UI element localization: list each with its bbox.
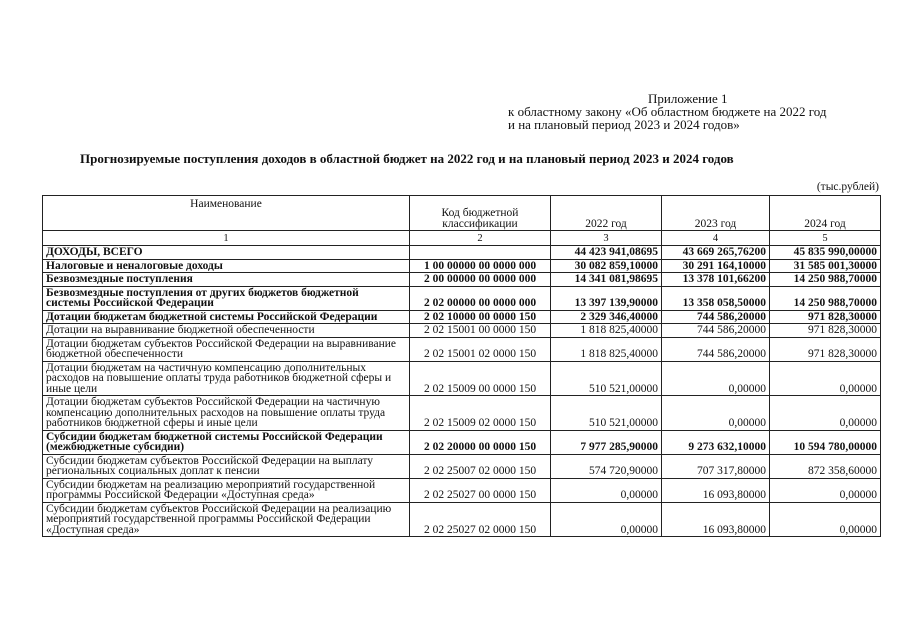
row-value-2022: 0,00000 — [551, 502, 662, 537]
row-value-2022: 510 521,00000 — [551, 361, 662, 396]
table-row — [43, 396, 881, 431]
row-value-2023: 13 358 058,50000 — [662, 286, 770, 310]
column-header-name: Наименование — [43, 196, 410, 231]
row-name: Субсидии бюджетам бюджетной системы Российской Федерации (межбюджетные субсидии) — [43, 430, 410, 454]
table-row — [43, 502, 881, 537]
row-value-2024: 0,00000 — [770, 502, 881, 537]
row-value-2023: 43 669 265,76200 — [662, 246, 770, 260]
row-code: 2 00 00000 00 0000 000 — [410, 273, 551, 287]
row-code: 2 02 15001 00 0000 150 — [410, 324, 551, 338]
row-value-2024: 0,00000 — [770, 396, 881, 431]
table-row — [43, 246, 881, 260]
row-name: Дотации бюджетам на частичную компенсацию дополнительных расходов на повышение оплаты труда работников бюджетной сферы и иные цели — [43, 361, 410, 396]
row-value-2024: 0,00000 — [770, 361, 881, 396]
appendix-line-1: к областному закону «Об областном бюджете на 2022 год — [508, 104, 827, 119]
column-number-row — [43, 231, 881, 246]
row-value-2024: 14 250 988,70000 — [770, 286, 881, 310]
row-code: 2 02 25027 00 0000 150 — [410, 478, 551, 502]
row-value-2022: 30 082 859,10000 — [551, 259, 662, 273]
units-label: (тыс.рублей) — [816, 181, 879, 193]
row-value-2023: 13 378 101,66200 — [662, 273, 770, 287]
column-number: 1 — [43, 231, 410, 246]
row-name: Дотации бюджетам субъектов Российской Федерации на частичную компенсацию дополнительных расходов на повышение оплаты труда работников бюджетной сферы и иные цели — [43, 396, 410, 431]
column-header-code: Код бюджетной классификации — [410, 196, 551, 231]
appendix-title: Приложение 1 — [648, 91, 728, 106]
table-row — [43, 430, 881, 454]
row-code: 2 02 15009 00 0000 150 — [410, 361, 551, 396]
row-value-2022: 44 423 941,08695 — [551, 246, 662, 260]
table-header-row — [43, 196, 881, 231]
column-number: 2 — [410, 231, 551, 246]
revenue-table — [42, 195, 881, 537]
row-value-2023: 744 586,20000 — [662, 310, 770, 324]
row-name: Субсидии бюджетам субъектов Российской Федерации на выплату региональных социальных доплат к пенсии — [43, 454, 410, 478]
row-value-2022: 14 341 081,98695 — [551, 273, 662, 287]
row-name: Налоговые и неналоговые доходы — [43, 259, 410, 273]
column-header-2022: 2022 год — [551, 196, 662, 231]
row-code: 2 02 15001 02 0000 150 — [410, 337, 551, 361]
row-name: Субсидии бюджетам на реализацию мероприятий государственной программы Российской Федерации «Доступная среда» — [43, 478, 410, 502]
table-row — [43, 324, 881, 338]
row-value-2024: 971 828,30000 — [770, 337, 881, 361]
row-value-2022: 2 329 346,40000 — [551, 310, 662, 324]
row-value-2023: 16 093,80000 — [662, 478, 770, 502]
column-header-2023: 2023 год — [662, 196, 770, 231]
row-value-2023: 0,00000 — [662, 361, 770, 396]
row-name: Безвозмездные поступления от других бюджетов бюджетной системы Российской Федерации — [43, 286, 410, 310]
row-code — [410, 246, 551, 260]
table-row — [43, 454, 881, 478]
table-row — [43, 286, 881, 310]
row-value-2022: 1 818 825,40000 — [551, 337, 662, 361]
row-value-2023: 744 586,20000 — [662, 324, 770, 338]
row-name: Субсидии бюджетам субъектов Российской Федерации на реализацию мероприятий государственной программы Российской Федерации «Доступная среда» — [43, 502, 410, 537]
table-row — [43, 337, 881, 361]
appendix-line-2: и на плановый период 2023 и 2024 годов» — [508, 117, 740, 132]
row-value-2023: 744 586,20000 — [662, 337, 770, 361]
row-code: 2 02 15009 02 0000 150 — [410, 396, 551, 431]
column-number: 5 — [770, 231, 881, 246]
row-value-2024: 971 828,30000 — [770, 324, 881, 338]
row-name: ДОХОДЫ, ВСЕГО — [43, 246, 410, 260]
table-row — [43, 259, 881, 273]
column-number: 3 — [551, 231, 662, 246]
row-code: 2 02 20000 00 0000 150 — [410, 430, 551, 454]
row-value-2023: 16 093,80000 — [662, 502, 770, 537]
row-value-2023: 30 291 164,10000 — [662, 259, 770, 273]
table-row — [43, 310, 881, 324]
appendix-block — [508, 92, 827, 131]
row-code: 2 02 25007 02 0000 150 — [410, 454, 551, 478]
row-name: Дотации бюджетам бюджетной системы Российской Федерации — [43, 310, 410, 324]
row-name: Дотации на выравнивание бюджетной обеспеченности — [43, 324, 410, 338]
row-code: 2 02 10000 00 0000 150 — [410, 310, 551, 324]
row-value-2023: 0,00000 — [662, 396, 770, 431]
column-number: 4 — [662, 231, 770, 246]
row-code: 2 02 25027 02 0000 150 — [410, 502, 551, 537]
row-code: 2 02 00000 00 0000 000 — [410, 286, 551, 310]
row-name: Безвозмездные поступления — [43, 273, 410, 287]
row-name: Дотации бюджетам субъектов Российской Федерации на выравнивание бюджетной обеспеченности — [43, 337, 410, 361]
row-value-2022: 510 521,00000 — [551, 396, 662, 431]
document-title: Прогнозируемые поступления доходов в областной бюджет на 2022 год и на плановый период 2023 и 2024 годов — [80, 151, 734, 166]
row-value-2022: 1 818 825,40000 — [551, 324, 662, 338]
row-value-2024: 14 250 988,70000 — [770, 273, 881, 287]
row-value-2024: 10 594 780,00000 — [770, 430, 881, 454]
row-value-2023: 707 317,80000 — [662, 454, 770, 478]
row-value-2023: 9 273 632,10000 — [662, 430, 770, 454]
row-value-2022: 574 720,90000 — [551, 454, 662, 478]
row-value-2022: 13 397 139,90000 — [551, 286, 662, 310]
row-value-2024: 971 828,30000 — [770, 310, 881, 324]
row-value-2024: 31 585 001,30000 — [770, 259, 881, 273]
row-value-2024: 45 835 990,00000 — [770, 246, 881, 260]
table-row — [43, 273, 881, 287]
row-value-2022: 0,00000 — [551, 478, 662, 502]
table-row — [43, 361, 881, 396]
row-value-2024: 0,00000 — [770, 478, 881, 502]
column-header-2024: 2024 год — [770, 196, 881, 231]
table-row — [43, 478, 881, 502]
row-value-2024: 872 358,60000 — [770, 454, 881, 478]
row-value-2022: 7 977 285,90000 — [551, 430, 662, 454]
row-code: 1 00 00000 00 0000 000 — [410, 259, 551, 273]
